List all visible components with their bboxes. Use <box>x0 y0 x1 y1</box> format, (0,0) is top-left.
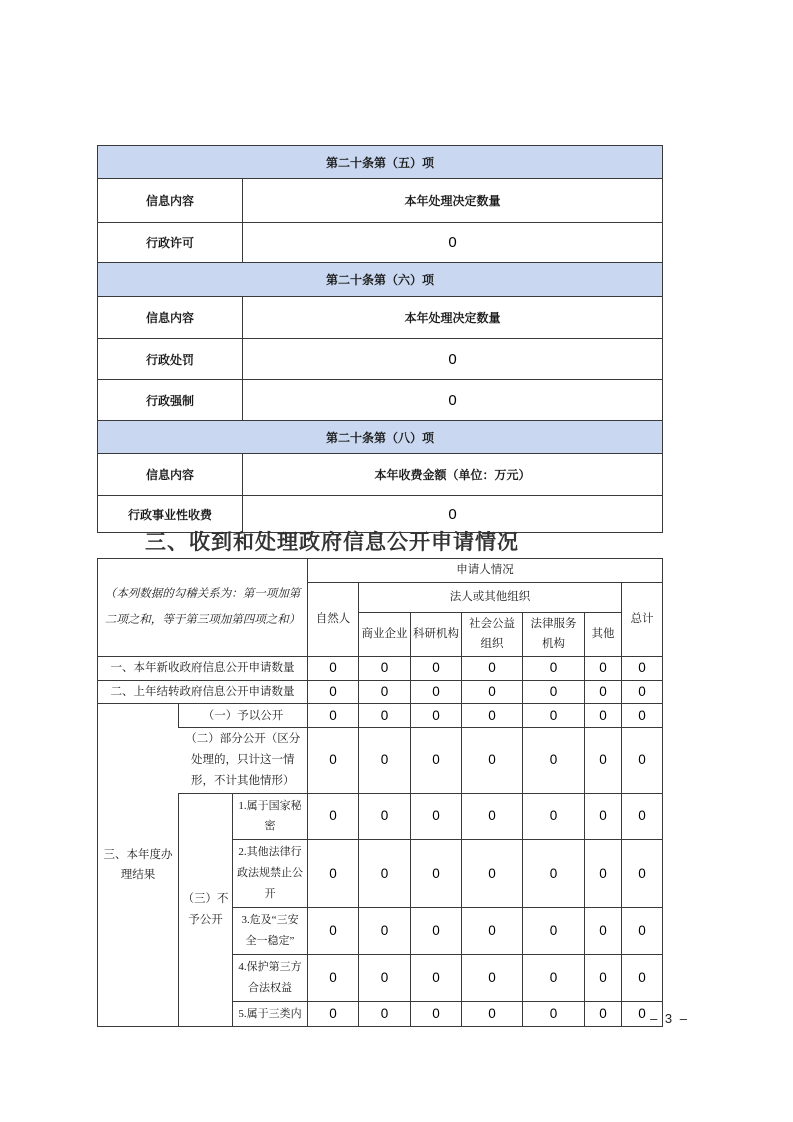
value-cell: 0 <box>308 954 359 1001</box>
value-cell: 0 <box>308 907 359 954</box>
value-cell: 0 <box>523 704 585 728</box>
table-row <box>98 223 663 263</box>
value-cell: 0 <box>462 907 523 954</box>
value-cell: 0 <box>622 704 663 728</box>
article20-stat-table <box>97 145 663 533</box>
row-label-granted-open: （一）予以公开 <box>179 704 308 728</box>
table-row <box>98 339 663 380</box>
table-row <box>98 146 663 179</box>
value-cell: 0 <box>585 657 622 681</box>
table-row <box>98 454 663 496</box>
value-cell: 0 <box>308 728 359 793</box>
value-cell: 0 <box>622 680 663 704</box>
value-cell: 0 <box>622 907 663 954</box>
value-cell: 0 <box>308 793 359 840</box>
section-header-article20-8: 第二十条第（八）项 <box>98 421 663 454</box>
info-content-value: 本年处理决定数量 <box>243 179 663 223</box>
value-cell: 0 <box>462 840 523 908</box>
value-cell: 0 <box>523 793 585 840</box>
value-cell: 0 <box>523 954 585 1001</box>
row-label-three-internal: 5.属于三类内 <box>233 1001 308 1027</box>
value-cell: 0 <box>308 704 359 728</box>
table-row <box>98 793 663 840</box>
table-row <box>98 263 663 297</box>
value-cell: 0 <box>359 1001 411 1027</box>
value-cell: 0 <box>523 680 585 704</box>
value-cell: 0 <box>359 728 411 793</box>
value-cell: 0 <box>243 496 663 533</box>
value-cell: 0 <box>308 840 359 908</box>
section-title: 三、收到和处理政府信息公开申请情况 <box>145 531 519 554</box>
row-label-third-party-rights: 4.保护第三方合法权益 <box>233 954 308 1001</box>
value-cell: 0 <box>585 793 622 840</box>
value-cell: 0 <box>462 954 523 1001</box>
table-row <box>98 704 663 728</box>
value-cell: 0 <box>462 680 523 704</box>
value-cell: 0 <box>359 954 411 1001</box>
value-cell: 0 <box>411 680 462 704</box>
value-cell: 0 <box>359 840 411 908</box>
reconciliation-note: （本列数据的勾稽关系为：第一项加第二项之和，等于第三项加第四项之和） <box>98 559 308 657</box>
header-legal-service-org: 法律服务机构 <box>523 612 585 656</box>
value-cell: 0 <box>523 907 585 954</box>
value-cell: 0 <box>359 704 411 728</box>
page-number: – 3 – <box>650 1011 689 1026</box>
value-cell: 0 <box>243 223 663 263</box>
value-cell: 0 <box>462 704 523 728</box>
header-legal-org-group: 法人或其他组织 <box>359 582 622 612</box>
info-content-label: 信息内容 <box>98 179 243 223</box>
value-cell: 0 <box>523 728 585 793</box>
value-cell: 0 <box>585 680 622 704</box>
value-cell: 0 <box>585 907 622 954</box>
value-cell: 0 <box>359 907 411 954</box>
value-cell: 0 <box>622 1001 663 1027</box>
value-cell: 0 <box>308 1001 359 1027</box>
value-cell: 0 <box>308 657 359 681</box>
value-cell: 0 <box>585 954 622 1001</box>
value-cell: 0 <box>411 728 462 793</box>
row-label-xingzhengchufa: 行政处罚 <box>98 339 243 380</box>
value-cell: 0 <box>359 793 411 840</box>
value-cell: 0 <box>411 840 462 908</box>
value-cell: 0 <box>523 1001 585 1027</box>
value-cell: 0 <box>243 339 663 380</box>
info-content-value: 本年收费金额（单位：万元） <box>243 454 663 496</box>
value-cell: 0 <box>411 954 462 1001</box>
row-label-new-applications: 一、本年新收政府信息公开申请数量 <box>98 657 308 681</box>
row-group-denied: （三）不予公开 <box>179 793 233 1027</box>
value-cell: 0 <box>359 657 411 681</box>
table-header-row <box>98 559 663 583</box>
value-cell: 0 <box>622 657 663 681</box>
value-cell: 0 <box>243 380 663 421</box>
value-cell: 0 <box>462 728 523 793</box>
row-label-law-forbidden: 2.其他法律行政法规禁止公开 <box>233 840 308 908</box>
value-cell: 0 <box>622 793 663 840</box>
info-content-value: 本年处理决定数量 <box>243 297 663 339</box>
value-cell: 0 <box>308 680 359 704</box>
value-cell: 0 <box>585 704 622 728</box>
value-cell: 0 <box>359 680 411 704</box>
row-label-shiyexing-shoufei: 行政事业性收费 <box>98 496 243 533</box>
table-row <box>98 657 663 681</box>
section-header-article20-6: 第二十条第（六）项 <box>98 263 663 297</box>
value-cell: 0 <box>411 1001 462 1027</box>
table-row <box>98 179 663 223</box>
row-label-carryover-applications: 二、上年结转政府信息公开申请数量 <box>98 680 308 704</box>
section-header-article20-5: 第二十条第（五）项 <box>98 146 663 179</box>
header-public-welfare-org: 社会公益组织 <box>462 612 523 656</box>
info-content-label: 信息内容 <box>98 454 243 496</box>
value-cell: 0 <box>411 704 462 728</box>
value-cell: 0 <box>462 1001 523 1027</box>
header-commercial-enterprise: 商业企业 <box>359 612 411 656</box>
header-natural-person: 自然人 <box>308 582 359 656</box>
value-cell: 0 <box>462 793 523 840</box>
value-cell: 0 <box>523 840 585 908</box>
value-cell: 0 <box>585 840 622 908</box>
header-applicant-situation: 申请人情况 <box>308 559 663 583</box>
value-cell: 0 <box>411 657 462 681</box>
row-label-state-secret: 1.属于国家秘密 <box>233 793 308 840</box>
request-handling-table <box>97 558 663 1027</box>
table-row <box>98 380 663 421</box>
value-cell: 0 <box>585 1001 622 1027</box>
header-total: 总计 <box>622 582 663 656</box>
table-row <box>98 297 663 339</box>
value-cell: 0 <box>622 954 663 1001</box>
row-label-three-safety: 3.危及“三安全一稳定” <box>233 907 308 954</box>
info-content-label: 信息内容 <box>98 297 243 339</box>
value-cell: 0 <box>585 728 622 793</box>
header-research-institute: 科研机构 <box>411 612 462 656</box>
table-row <box>98 728 663 793</box>
value-cell: 0 <box>622 728 663 793</box>
row-label-partial-open: （二）部分公开（区分处理的，只计这一情形，不计其他情形） <box>179 728 308 793</box>
value-cell: 0 <box>462 657 523 681</box>
value-cell: 0 <box>622 840 663 908</box>
row-label-xingzhengxuke: 行政许可 <box>98 223 243 263</box>
value-cell: 0 <box>411 907 462 954</box>
header-other: 其他 <box>585 612 622 656</box>
table-row <box>98 421 663 454</box>
table-row <box>98 680 663 704</box>
value-cell: 0 <box>523 657 585 681</box>
value-cell: 0 <box>411 793 462 840</box>
row-group-annual-results: 三、本年度办理结果 <box>98 704 179 1027</box>
row-label-xingzhengqiangzhi: 行政强制 <box>98 380 243 421</box>
